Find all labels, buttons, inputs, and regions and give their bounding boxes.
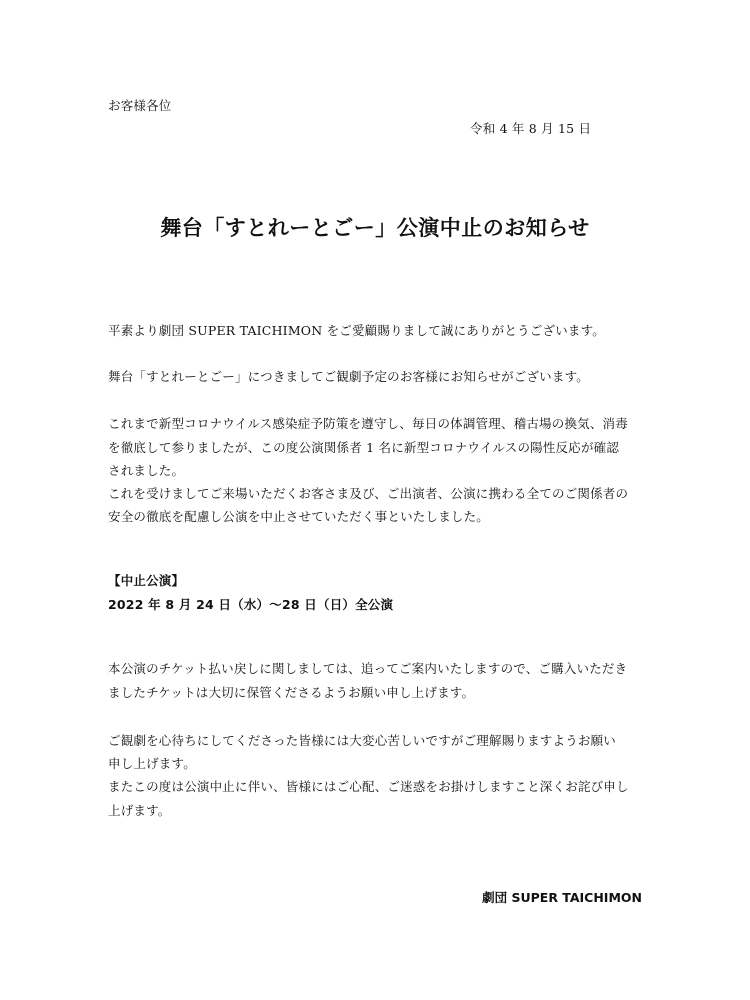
paragraph-line: ご観劇を心待ちにしてくださった皆様には大変心苦しいですがご理解賜りますようお願い: [108, 733, 617, 748]
paragraph-line: 本公演のチケット払い戻しに関しましては、追ってご案内いたしますので、ご購入いただき: [108, 661, 628, 676]
paragraph-line: 上げます。: [108, 803, 171, 818]
paragraph-line: 安全の徹底を配慮し公演を中止させていただく事といたしました。: [108, 509, 490, 524]
signature: 劇団 SUPER TAICHIMON: [482, 890, 642, 905]
paragraph-line: これまで新型コロナウイルス感染症予防策を遵守し、毎日の体調管理、稽古場の換気、消毒: [108, 416, 628, 431]
notice-title: 舞台「すとれーとごー」公演中止のお知らせ: [160, 216, 590, 240]
paragraph-line: 舞台「すとれーとごー」につきましてご観劇予定のお客様にお知らせがございます。: [108, 369, 589, 384]
paragraph-line: を徹底して参りましたが、この度公演関係者 1 名に新型コロナウイルスの陽性反応が確認: [108, 440, 620, 455]
paragraph-line: またこの度は公演中止に伴い、皆様にはご心配、ご迷惑をお掛けしますこと深くお詫び申し: [108, 779, 629, 794]
paragraph-line: これを受けましてご来場いただくお客さま及び、ご出演者、公演に携わる全てのご関係者の: [108, 486, 629, 501]
cancellation-label: 【中止公演】: [108, 573, 185, 588]
addressee: お客様各位: [108, 98, 172, 113]
cancellation-dates: 2022 年 8 月 24 日（水）〜28 日（日）全公演: [108, 597, 394, 612]
paragraph-line: ましたチケットは大切に保管くださるようお願い申し上げます。: [108, 685, 475, 700]
notice-date: 令和 4 年 8 月 15 日: [470, 121, 592, 136]
paragraph-line: 平素より劇団 SUPER TAICHIMON をご愛顧賜りまして誠にありがとうございます。: [108, 323, 605, 338]
paragraph-line: 申し上げます。: [108, 756, 196, 771]
paragraph-line: されました。: [108, 463, 185, 478]
